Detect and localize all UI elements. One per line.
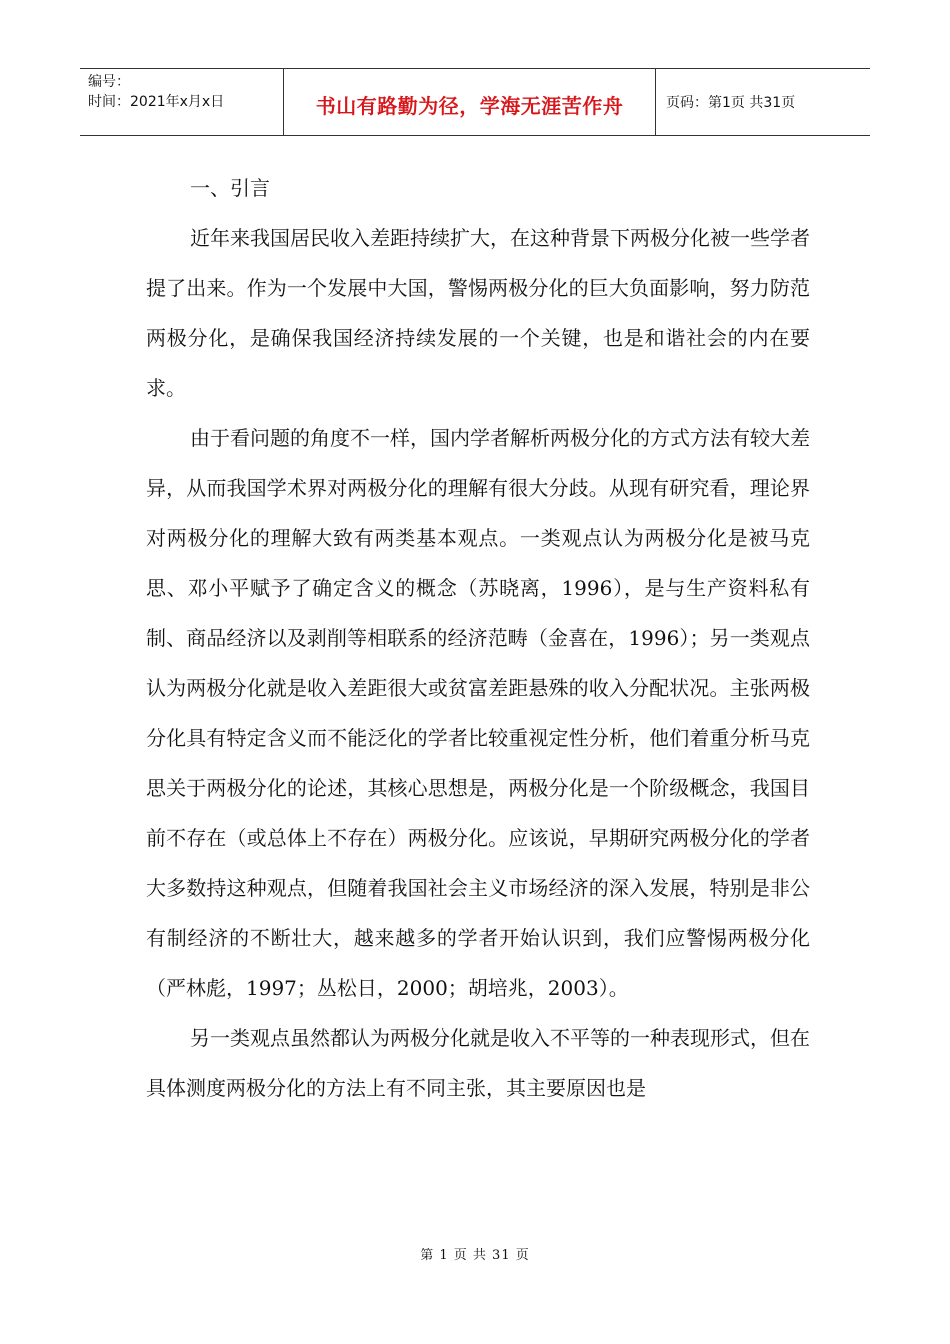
header-motto-cell (284, 69, 656, 135)
page-footer: 第 1 页 共 31 页 (420, 1248, 530, 1263)
header-motto: 书山有路勤为径，学海无涯苦作舟 (315, 93, 624, 118)
doc-date-label: 时间：2021年x月x日 (88, 94, 225, 110)
paragraph-3: 另一类观点虽然都认为两极分化就是收入不平等的一种表现形式，但在具体测度两极分化的方法上有不同主张，其主要原因也是 (146, 1026, 810, 1100)
paragraph-1: 近年来我国居民收入差距持续扩大，在这种背景下两极分化被一些学者提了出来。作为一个发展中大国，警惕两极分化的巨大负面影响，努力防范两极分化，是确保我国经济持续发展的一个关键，也是和谐社会的内在要求。 (146, 226, 810, 400)
page-header (80, 68, 870, 136)
section-heading: 一、引言 (190, 176, 270, 200)
document-body (146, 163, 826, 1113)
header-page-number: 页码：第1页 共31页 (666, 95, 796, 111)
paragraph-2: 由于看问题的角度不一样，国内学者解析两极分化的方式方法有较大差异，从而我国学术界对两极分化的理解有很大分歧。从现有研究看，理论界对两极分化的理解大致有两类基本观点。一类观点认为两极分化是被马克思、邓小平赋予了确定含义的概念（苏晓离，1996），是与生产资料私有制、商品经济以及剥削等相联系的经济范畴（金喜在，1996）；另一类观点认为两极分化就是收入差距很大或贫富差距悬殊的收入分配状况。主张两极分化具有特定含义而不能泛化的学者比较重视定性分析，他们着重分析马克思关于两极分化的论述，其核心思想是，两极分化是一个阶级概念，我国目前不存在（或总体上不存在）两极分化。应该说，早期研究两极分化的学者大多数持这种观点，但随着我国社会主义市场经济的深入发展，特别是非公有制经济的不断壮大，越来越多的学者开始认识到，我们应警惕两极分化（严林彪，1997；丛松日，2000；胡培兆，2003）。 (146, 426, 810, 1000)
header-page-cell (656, 69, 870, 135)
header-meta-cell (80, 69, 284, 135)
doc-code-label: 编号： (88, 74, 130, 90)
